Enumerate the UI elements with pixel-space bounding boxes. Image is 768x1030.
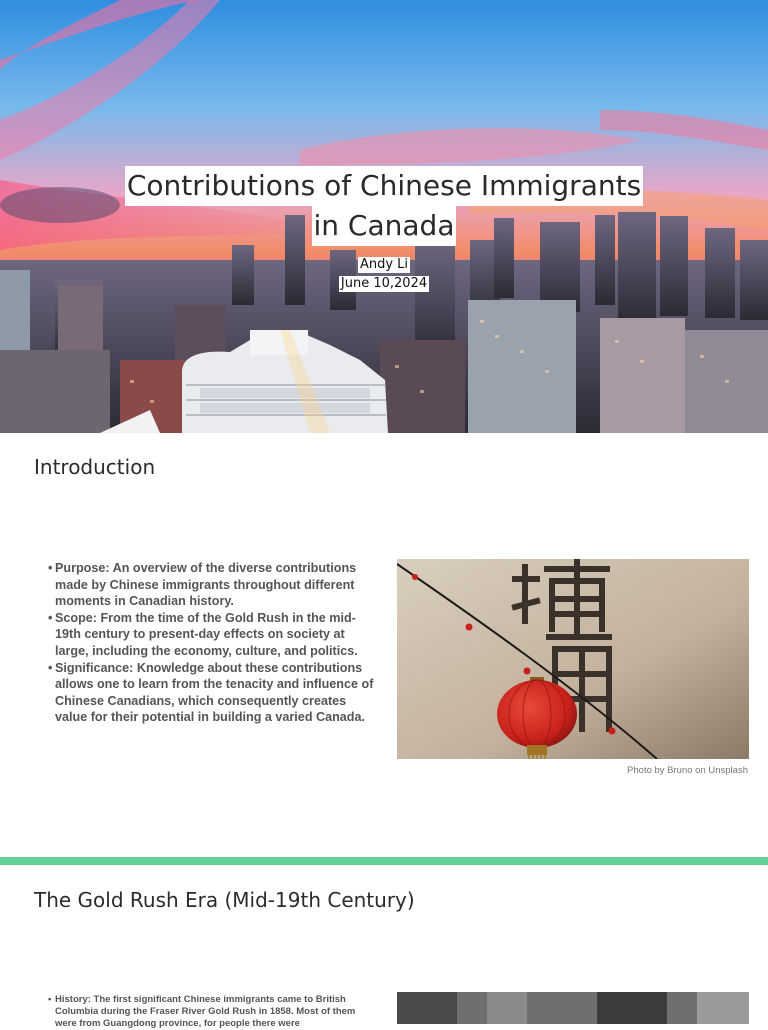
goldrush-photo [397, 992, 749, 1024]
presentation-date [0, 272, 768, 292]
bullet-significance: • Significance: Knowledge about these contributions allows one to learn from the tenacity and influence of Chinese Canadians, which consequently creates value for their potential in building a varied Canada. [48, 660, 378, 726]
photo-caption: Photo by Bruno on Unsplash [627, 765, 748, 776]
author-text: Andy Li [359, 257, 409, 272]
bullet-scope: • Scope: From the time of the Gold Rush in the mid-19th century to present-day effects on society at large, including the economy, culture, and politics. [48, 610, 378, 660]
goldrush-heading: The Gold Rush Era (Mid-19th Century) [34, 888, 415, 912]
title-line-2: in Canada [312, 206, 457, 246]
introduction-bullets [48, 560, 378, 726]
lantern-photo [397, 559, 749, 759]
section-divider [0, 857, 768, 865]
hero-banner [0, 0, 768, 433]
title-line-1: Contributions of Chinese Immigrants [125, 166, 643, 206]
bullet-history: • History: The first significant Chinese immigrants came to British Columbia during the Fraser River Gold Rush in 1858. Most of them were from Guangdong province, for people there were [48, 994, 368, 1030]
author-name [0, 253, 768, 273]
goldrush-bullets [48, 994, 368, 1030]
date-text: June 10,2024 [340, 276, 428, 291]
bullet-purpose: • Purpose: An overview of the diverse contributions made by Chinese immigrants throughout different moments in Canadian history. [48, 560, 378, 610]
presentation-title [0, 166, 768, 246]
introduction-heading: Introduction [34, 455, 156, 479]
